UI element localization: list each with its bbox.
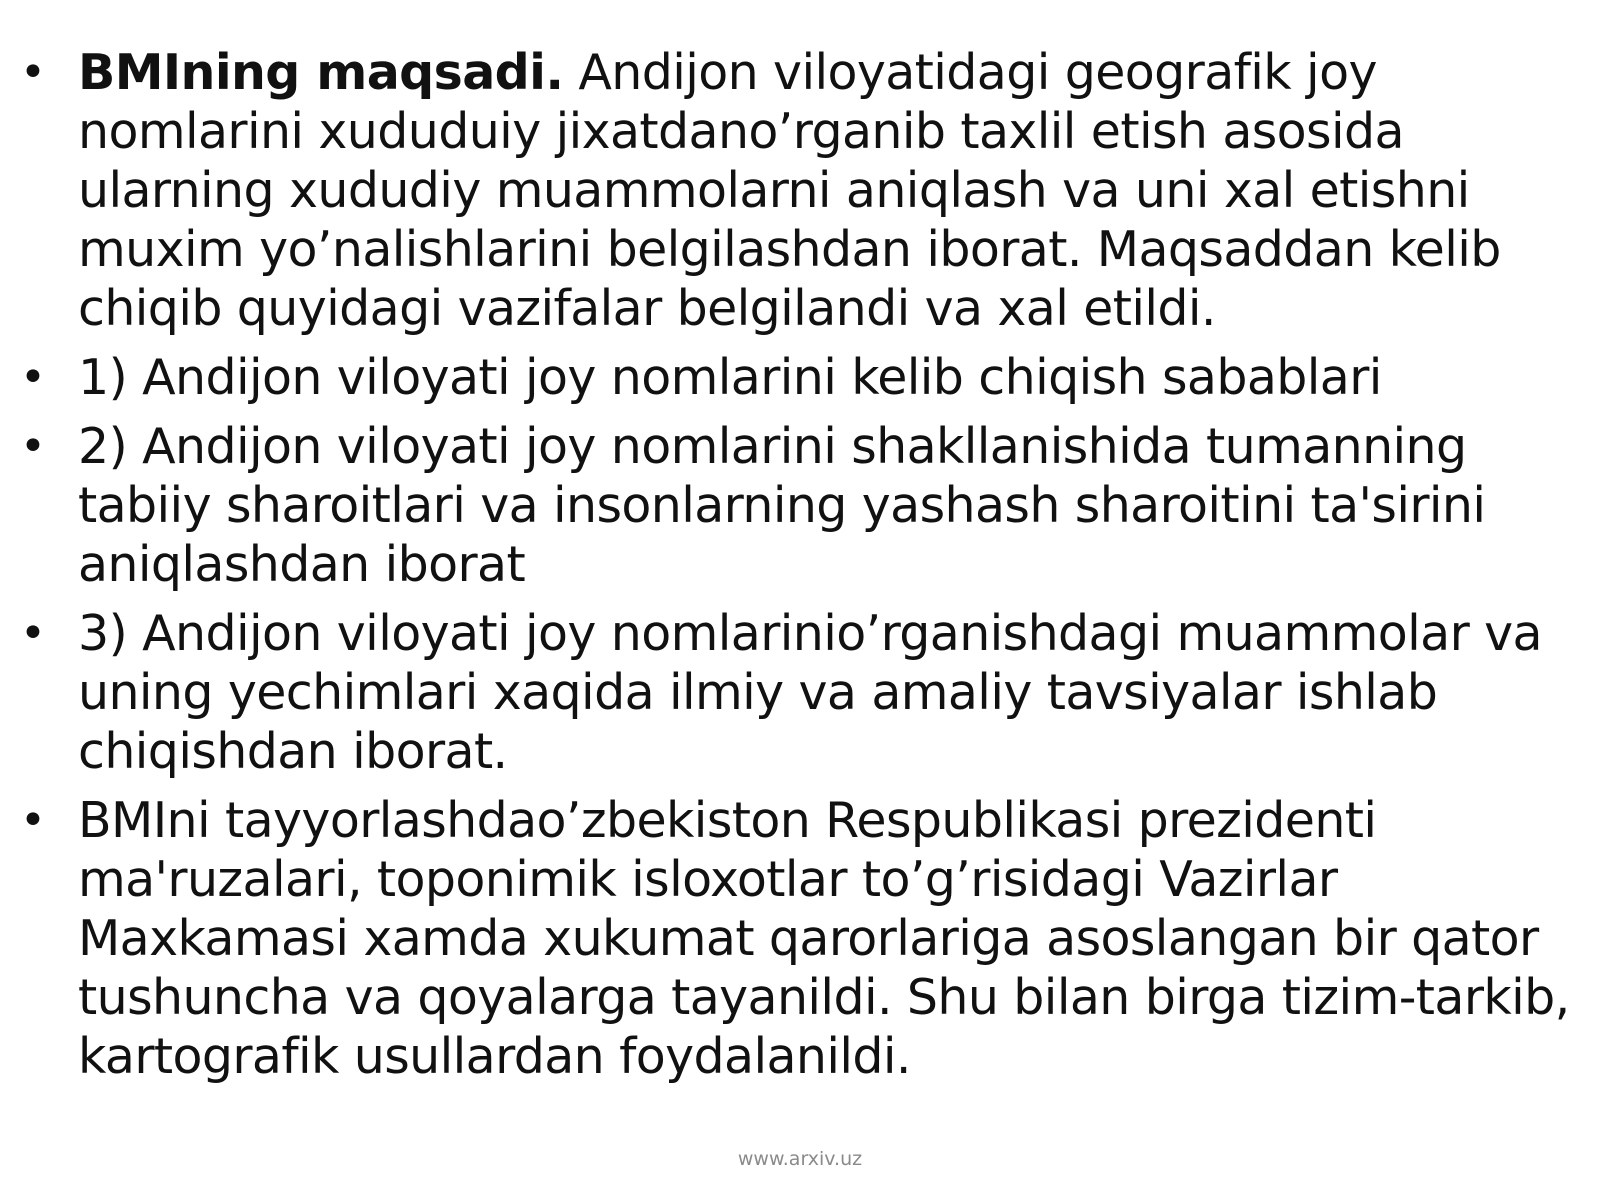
bullet-list bbox=[20, 43, 1590, 1096]
bullet-icon: • bbox=[20, 47, 46, 98]
footer-watermark: www.arxiv.uz bbox=[737, 1148, 863, 1170]
bullet-body-text: 1) Andijon viloyati joy nomlarini kelib chiqish sabablari bbox=[78, 349, 1382, 406]
bullet-icon: • bbox=[20, 421, 46, 472]
bullet-item-task-2 bbox=[20, 417, 1590, 594]
bullet-item-task-1 bbox=[20, 348, 1590, 407]
bullet-lead-text: BMIning maqsadi. bbox=[78, 44, 564, 101]
bullet-icon: • bbox=[20, 608, 46, 659]
bullet-body-text: 2) Andijon viloyati joy nomlarini shakllanishida tumanning tabiiy sharoitlari va insonlarning yashash sharoitini ta'sirini aniqlashdan iborat bbox=[78, 418, 1486, 593]
bullet-body-text: 3) Andijon viloyati joy nomlarinio’rganishdagi muammolar va uning yechimlari xaqida ilmiy va amaliy tavsiyalar ishlab chiqishdan iborat. bbox=[78, 605, 1542, 780]
bullet-icon: • bbox=[20, 352, 46, 403]
bullet-item-task-3 bbox=[20, 604, 1590, 781]
bullet-body-text: BMIni tayyorlashdao’zbekiston Respublikasi prezidenti ma'ruzalari, toponimik isloxotlar to’g’risidagi Vazirlar Maxkamasi xamda xukumat qarorlariga asoslangan bir qator tushuncha va qoyalarga tayanildi. Shu bilan birga tizim-tarkib, kartografik usullardan foydalanildi. bbox=[78, 792, 1570, 1085]
bullet-item-goal bbox=[20, 43, 1590, 338]
bullet-item-sources bbox=[20, 791, 1590, 1086]
bullet-body-text: Andijon viloyatidagi geografik joy nomlarini xududuiy jixatdano’rganib taxlil etish asosida ularning xududiy muammolarni aniqlash va uni xal etishni muxim yo’nalishlarini belgilashdan iborat. Maqsaddan kelib chiqib quyidagi vazifalar belgilandi va xal etildi. bbox=[78, 44, 1501, 337]
bullet-icon: • bbox=[20, 795, 46, 846]
